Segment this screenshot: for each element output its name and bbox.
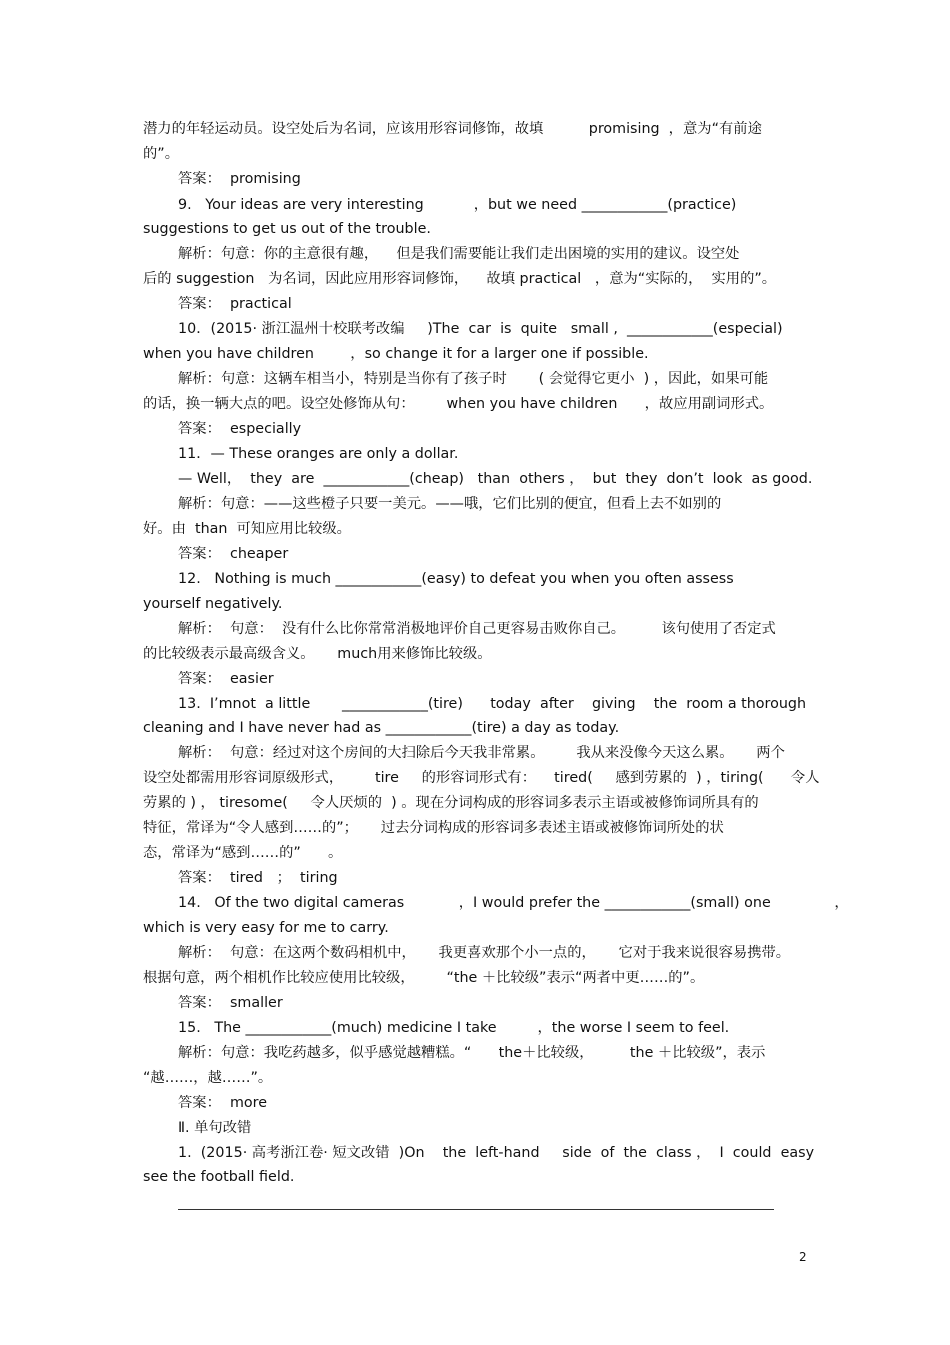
text-line: Ⅱ. 单句改错 bbox=[178, 1120, 252, 1136]
text-line: 1. (2015· 高考浙江卷· 短文改错 )On the left-hand side of the class ， I could easy bbox=[178, 1145, 815, 1161]
text-line: 潜力的年轻运动员。设空处后为名词，应该用形容词修饰，故填 promising ，意为“有前途 bbox=[143, 121, 762, 137]
text-line: — Well， they are ____________(cheap) than others ， but they don’t look as good. bbox=[178, 471, 813, 487]
text-line: 解析：句意：这辆车相当小，特别是当你有了孩子时 ( 会觉得它更小 ) ，因此，如果可能 bbox=[178, 371, 769, 387]
page-number: 2 bbox=[799, 1250, 807, 1264]
text-line: 的比较级表示最高级含义。 much用来修饰比较级。 bbox=[143, 646, 492, 662]
text-line: 解析： 句意：在这两个数码相机中， 我更喜欢那个小一点的， 它对于我来说很容易携带。 bbox=[178, 945, 791, 961]
text-line: 答案： practical bbox=[178, 296, 292, 312]
text-line: 答案： cheaper bbox=[178, 546, 289, 562]
text-line: 答案： more bbox=[178, 1095, 268, 1111]
text-line: 解析：句意：你的主意很有趣， 但是我们需要能让我们走出困境的实用的建议。设空处 bbox=[178, 246, 740, 262]
text-line: 解析：句意：——这些橙子只要一美元。——哦，它们比别的便宜，但看上去不如别的 bbox=[178, 496, 722, 512]
text-line: 解析： 句意： 没有什么比你常常消极地评价自己更容易击败你自己。 该句使用了否定式 bbox=[178, 621, 776, 637]
text-line: 10．(2015· 浙江温州十校联考改编 )The car is quite small , ____________(especial) bbox=[178, 321, 783, 337]
text-line: 解析：句意：我吃药越多，似乎感觉越糟糕。“ the＋比较级， the ＋比较级”，表示 bbox=[178, 1045, 766, 1061]
text-line: 答案： especially bbox=[178, 421, 302, 437]
text-line: 11．— These oranges are only a dollar. bbox=[178, 446, 459, 462]
text-line: 14. Of the two digital cameras ，I would prefer the ____________(small) one ， bbox=[178, 895, 849, 911]
answer-blank-line bbox=[178, 1209, 774, 1210]
text-line: which is very easy for me to carry. bbox=[143, 920, 389, 936]
text-line: cleaning and I have never had as ____________(tire) a day as today. bbox=[143, 720, 620, 736]
text-line: 9. Your ideas are very interesting ，but we need ____________(practice) bbox=[178, 197, 737, 213]
text-line: 根据句意，两个相机作比较应使用比较级， “the ＋比较级”表示“两者中更……的”。 bbox=[143, 970, 705, 986]
text-line: 的”。 bbox=[143, 146, 180, 162]
text-line: 劳累的 ) ， tiresome( 令人厌烦的 ) 。现在分词构成的形容词多表示主语或被修饰词所具有的 bbox=[143, 795, 759, 811]
text-line: yourself negatively. bbox=[143, 596, 283, 612]
text-line: 后的 suggestion 为名词，因此应用形容词修饰， 故填 practical ，意为“实际的， 实用的”。 bbox=[143, 271, 777, 287]
text-line: 的话，换一辆大点的吧。设空处修饰从句： when you have children ，故应用副词形式。 bbox=[143, 396, 774, 412]
text-line: 态，常译为“感到……的” 。 bbox=[143, 845, 343, 861]
text-line: 12. Nothing is much ____________(easy) to defeat you when you often assess bbox=[178, 571, 734, 587]
text-line: 特征，常译为“令人感到……的”； 过去分词构成的形容词多表述主语或被修饰词所处的状 bbox=[143, 820, 724, 836]
text-line: 解析： 句意：经过对这个房间的大扫除后今天我非常累。 我从来没像今天这么累。 两个 bbox=[178, 745, 785, 761]
text-line: 好。由 than 可知应用比较级。 bbox=[143, 521, 351, 537]
text-line: 答案： easier bbox=[178, 671, 274, 687]
text-line: when you have children ，so change it for a larger one if possible. bbox=[143, 346, 649, 362]
text-line: 15. The ____________(much) medicine I take ，the worse I seem to feel. bbox=[178, 1020, 730, 1036]
text-line: suggestions to get us out of the trouble. bbox=[143, 221, 431, 237]
text-line: 13. I’mnot a little ____________(tire) today after giving the room a thorough bbox=[178, 696, 807, 712]
text-line: 答案： tired ； tiring bbox=[178, 870, 338, 886]
text-line: 设空处都需用形容词原级形式， tire 的形容词形式有： tired( 感到劳累的 ) ，tiring( 令人 bbox=[143, 770, 820, 786]
text-line: 答案： smaller bbox=[178, 995, 283, 1011]
text-line: “越……，越……”。 bbox=[143, 1070, 273, 1086]
text-line: see the football field. bbox=[143, 1169, 295, 1185]
text-line: 答案： promising bbox=[178, 171, 301, 187]
